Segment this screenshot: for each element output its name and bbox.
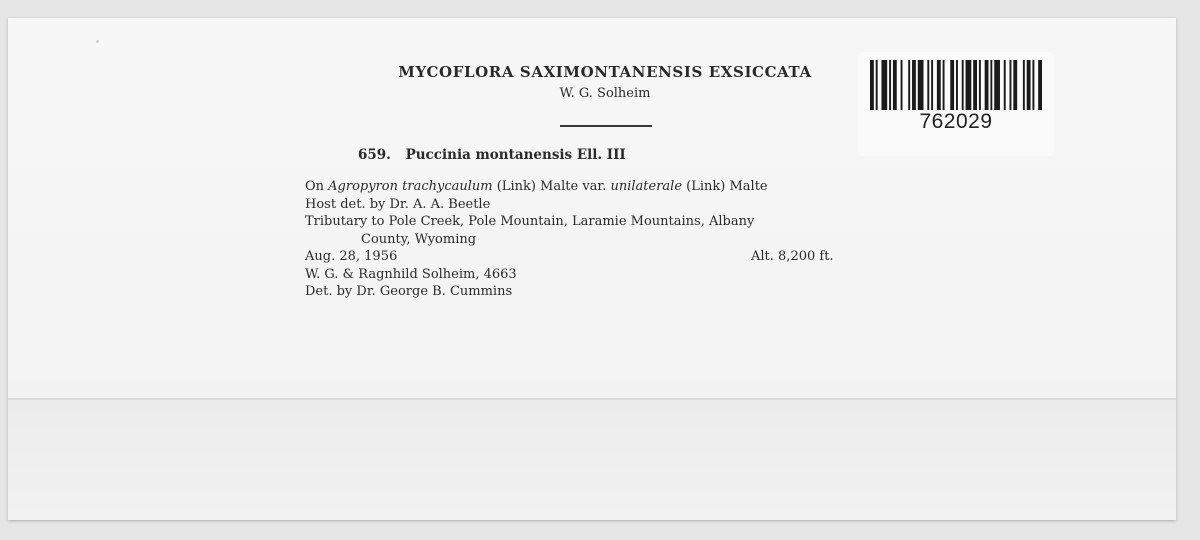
collectors: W. G. & Ragnhild Solheim, 4663 [305,266,517,282]
host-determiner: Host det. by Dr. A. A. Beetle [305,196,491,212]
barcode-bar [1023,60,1025,110]
barcode-bar [927,60,929,110]
barcode-image [870,60,1042,110]
barcode-bar [966,60,972,110]
barcode-bar [901,60,903,110]
barcode-bar [937,60,941,110]
barcode-bar [881,60,887,110]
specimen-number: 659. [358,147,391,163]
host-species: Agropyron trachycaulum [328,179,493,194]
specimen-name: Puccinia montanensis Ell. III [405,147,626,163]
altitude: Alt. 8,200 ft. [751,249,834,264]
barcode-bar [973,60,977,110]
host-line [305,178,905,196]
barcode-bar [876,60,878,110]
barcode-bar [931,60,933,110]
barcode-bar [918,60,924,110]
barcode-bar [979,60,981,110]
barcode-bar [908,60,910,110]
barcode-bar [889,60,891,110]
barcode-bar [962,60,964,110]
barcode-bar [893,60,897,110]
host-authority: (Link) Malte var. [496,179,607,194]
barcode-bar [994,60,1000,110]
barcode-bar [943,60,945,110]
barcode-bar [1010,60,1012,110]
barcode-bar [870,60,874,110]
barcode-bar [956,60,958,110]
locality-line-1: Tributary to Pole Creek, Pole Mountain, Laramie Mountains, Albany [305,214,755,229]
host-prefix: On [305,179,325,194]
barcode-bar [1013,60,1017,110]
barcode-number: 762029 [919,110,993,133]
series-title: MYCOFLORA SAXIMONTANENSIS EXSICCATA [398,63,812,81]
host-variety-authority: (Link) Malte [686,179,768,194]
title-divider [560,125,652,127]
barcode-bar [1004,60,1006,110]
locality-line-2: County, Wyoming [361,231,477,247]
host-variety: unilaterale [610,179,683,194]
date-altitude-line [305,248,905,266]
specimen-details [305,178,905,301]
barcode-bar [990,60,992,110]
barcode-label [858,52,1054,156]
barcode-bar [985,60,989,110]
series-editor: W. G. Solheim [559,86,651,101]
barcode-bar [1038,60,1042,110]
determiner: Det. by Dr. George B. Cummins [305,284,513,299]
barcode-bar [1032,60,1034,110]
barcode-bar [1027,60,1031,110]
specimen-heading [358,147,626,163]
barcode-bar [912,60,916,110]
collection-date: Aug. 28, 1956 [305,249,398,264]
barcode-bar [950,60,954,110]
